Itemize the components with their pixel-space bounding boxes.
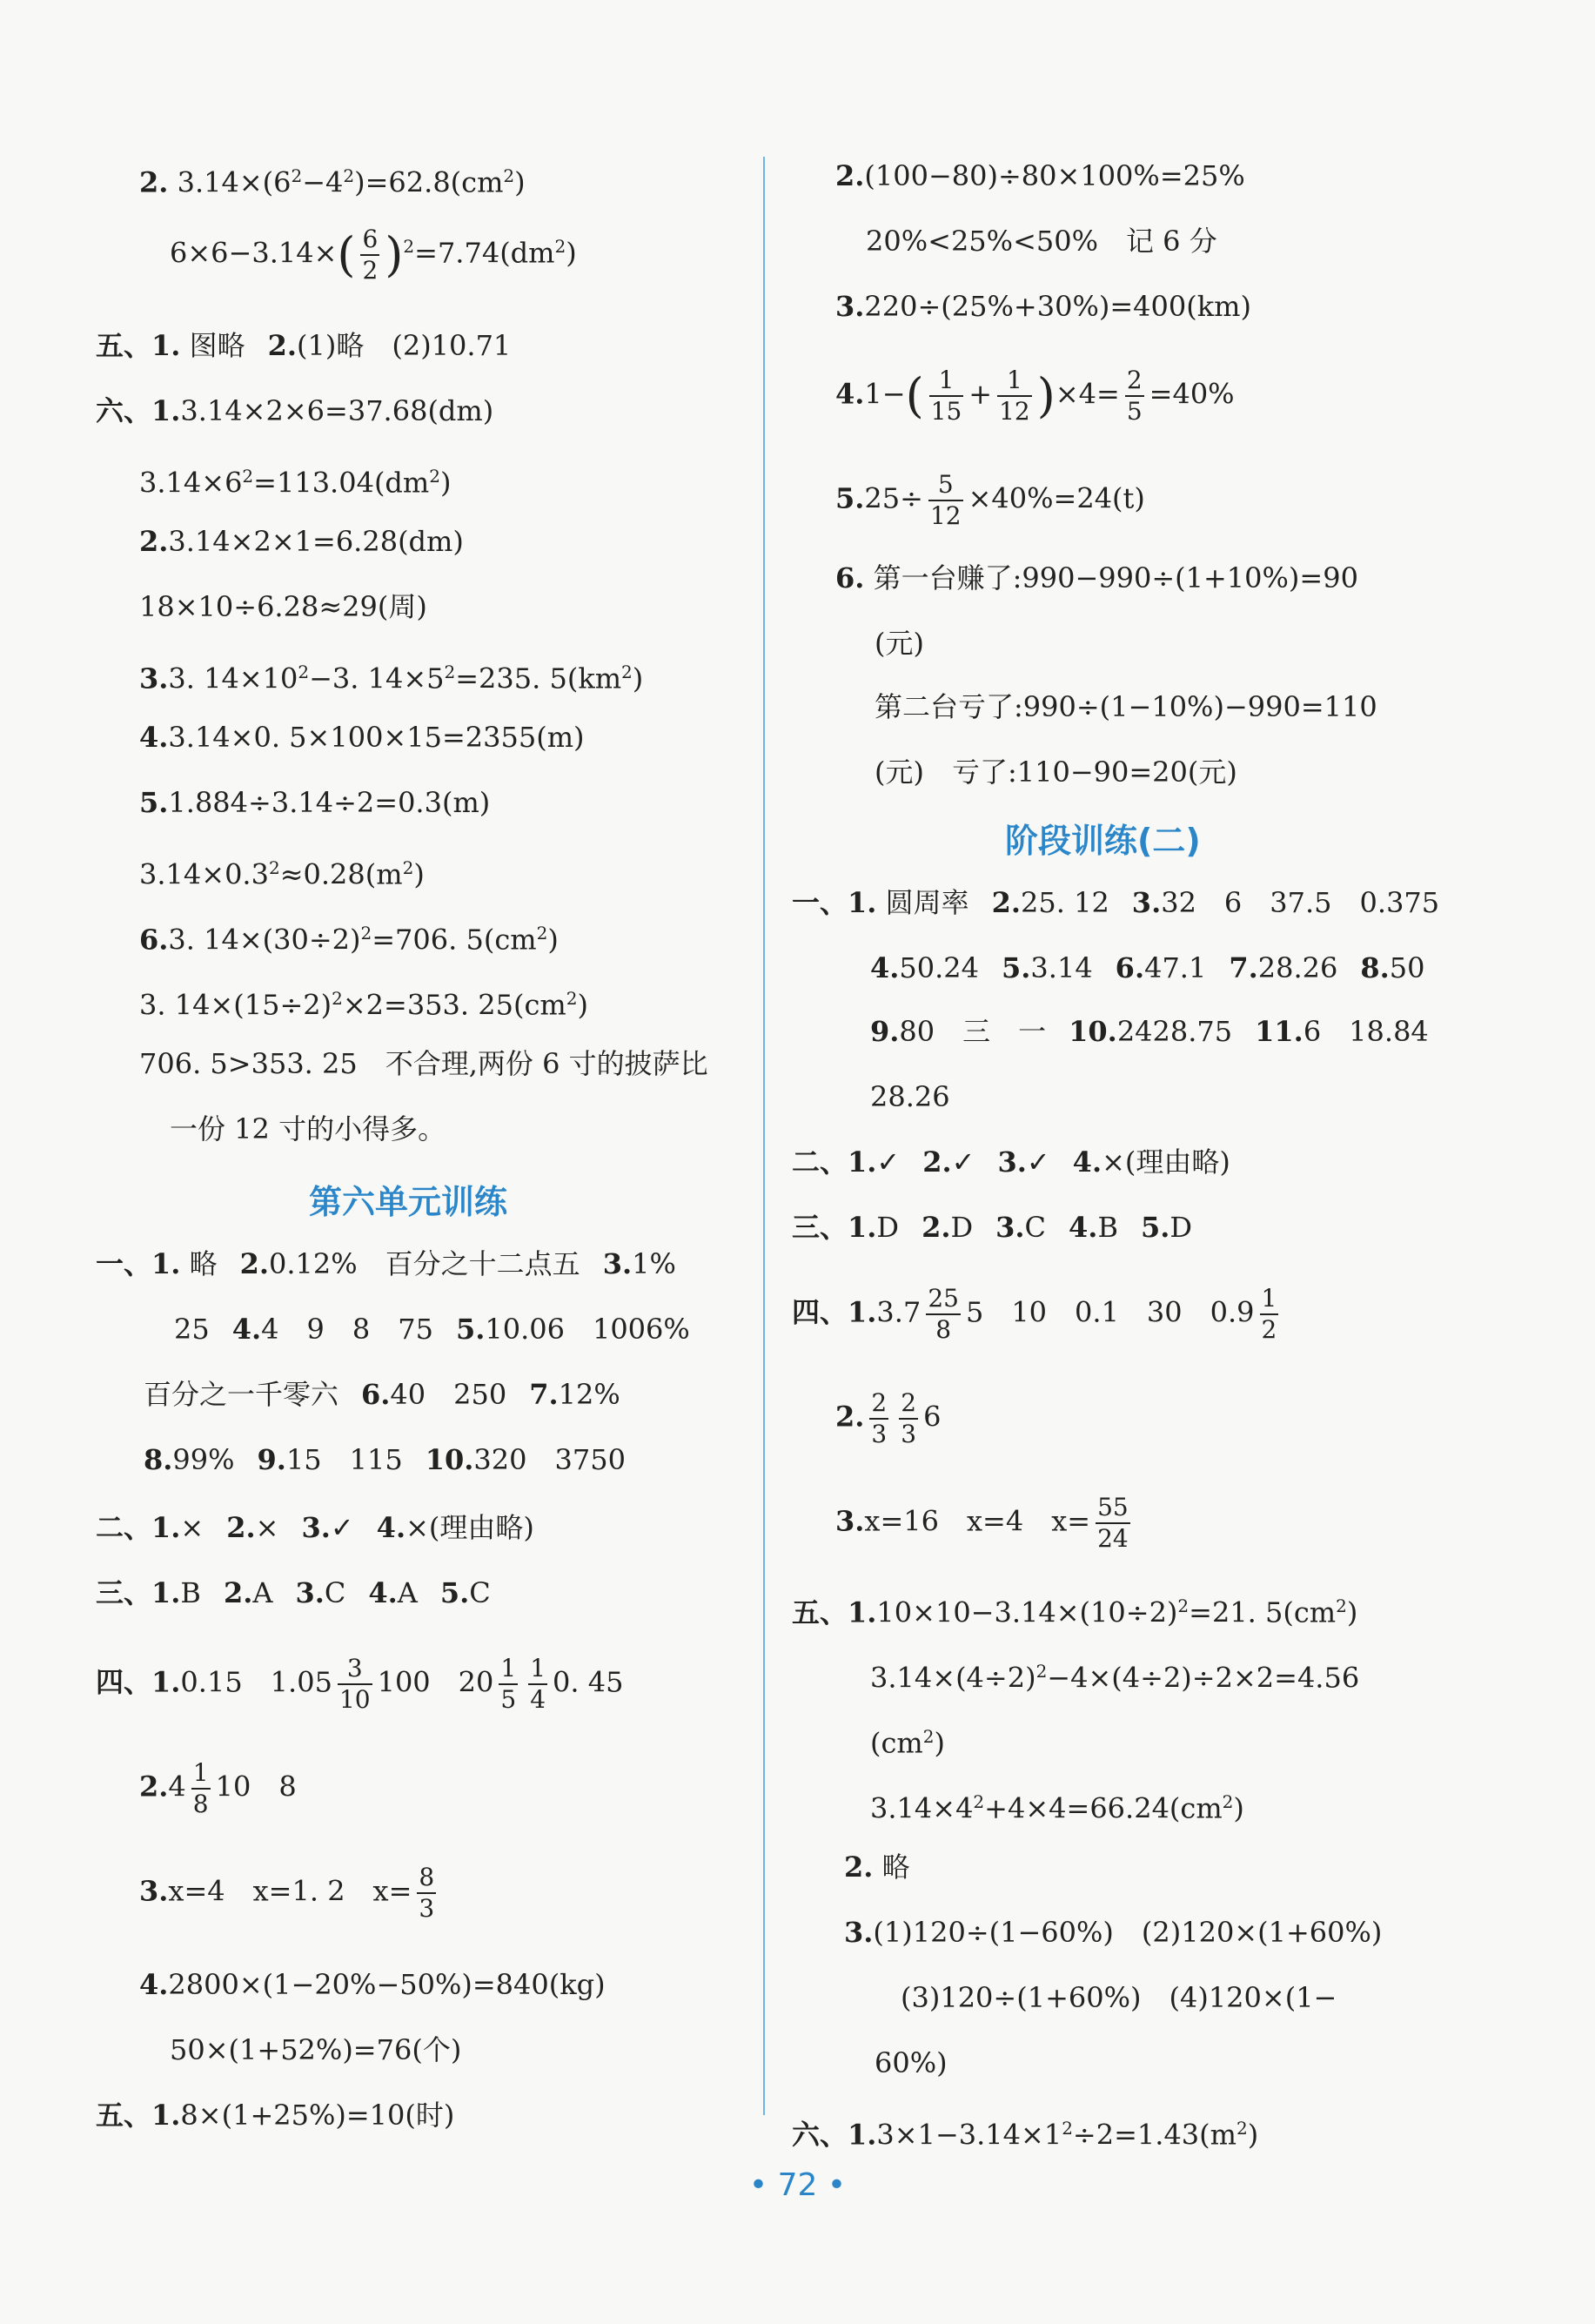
section-title-unit6: 第六单元训练 [309, 1183, 508, 1221]
answer-line: 28.26 [870, 1080, 950, 1113]
answer-line: $3.14\times 0.3^2\approx 0.28(m^2)$ [139, 857, 425, 891]
answer-line: $(cm^2)$ [870, 1726, 945, 1760]
answer-line: 18×10÷6.28≈29(周) [139, 590, 427, 623]
answer-line: 五、1.8×(1+25%)=10(时) [96, 2099, 455, 2132]
answer-line: (3)120÷(1+60%) (4)120×(1− [901, 1981, 1337, 2014]
answer-line: (元) 亏了:110−90=20(元) [875, 756, 1237, 789]
answer-line: 4.2800×(1−20%−50%)=840(kg) [139, 1968, 606, 2001]
answer-line: 百分之一千零六 6.40 250 7.12% [144, 1378, 620, 1411]
answer-line: 4.1−( $\frac{1}{15}$ + $\frac{1}{12}$ )×4= $\frac{2}{5}$ =40% [835, 366, 1235, 426]
answer-line: 2. 略 [844, 1850, 910, 1884]
answer-line: 3.(1)120÷(1−60%) (2)120×(1+60%) [844, 1916, 1383, 1949]
answer-line: 2. $\frac{2}{3}$ $\frac{2}{3}$ 6 [835, 1388, 942, 1448]
fraction: $\frac{6}{2}$ [362, 225, 379, 285]
fraction: $\frac{1}{2}$ [1261, 1284, 1277, 1344]
fraction: $\frac{2}{5}$ [1126, 366, 1143, 426]
answer-line: 6. 第一台赚了:990−990÷(1+10%)=90 [835, 561, 1358, 594]
section-title-stage: 阶段训练(二) [1005, 822, 1201, 860]
answer-line: 20%<25%<50% 记 6 分 [866, 225, 1217, 258]
answer-line: 第二台亏了:990÷(1−10%)−990=110 [875, 690, 1377, 723]
answer-line: 706. 5>353. 25 不合理,两份 6 寸的披萨比 [139, 1047, 708, 1080]
answer-line: 2. $3.14\times(6^2-4^2)=62.8(cm^2)$ [139, 165, 526, 199]
answer-line: 二、1.× 2.× 3.✓ 4.×(理由略) [96, 1511, 534, 1544]
answer-line: 5.1.884÷3.14÷2=0.3(m) [139, 786, 491, 819]
answer-line: 五、$1.10\times 10-3.14\times(10\div 2)^2=21$. $5(cm^2)$ [792, 1595, 1358, 1629]
page-number [0, 2167, 1595, 2203]
answer-line: 一份 12 寸的小得多。 [170, 1112, 446, 1145]
fraction: $\frac{2}{3}$ [871, 1388, 888, 1448]
fraction: $\frac{55}{24}$ [1097, 1493, 1129, 1553]
answer-line: 2.3.14×2×1=6.28(dm) [139, 525, 464, 558]
answer-line: 六、1.3.14×2×6=37.68(dm) [96, 394, 494, 427]
fraction: $\frac{1}{5}$ [500, 1654, 517, 1714]
answer-line: 3.220÷(25%+30%)=400(km) [835, 290, 1251, 323]
answer-line: 50×(1+52%)=76(个) [170, 2033, 462, 2066]
answer-line: 3.3. $14\times 10^2-3$. $14\times 5^2=235$. $5(km^2)$ [139, 662, 644, 695]
answer-line: 3. $14\times(15\div 2)^2\times 2=353$. $25(cm^2)$ [139, 988, 588, 1022]
fraction: $\frac{2}{3}$ [901, 1388, 917, 1448]
answer-line: 3.x=16 x=4 x= $\frac{55}{24}$ [835, 1493, 1129, 1553]
answer-line: 8.99% 9.15 115 10.320 3750 [144, 1443, 626, 1476]
answer-line: 6.3. $14\times(30\div 2)^2=706$. $5(cm^2)$ [139, 923, 559, 957]
answer-line: 9.80 三 一 10.2428.75 11.6 18.84 [870, 1015, 1429, 1048]
page-dot-right: • [827, 2167, 847, 2203]
answer-line: 5.25÷ $\frac{5}{12}$ ×40%=24(t) [835, 470, 1145, 530]
answer-line: 四、1.3.7 $\frac{25}{8}$ 5 10 0.1 30 0.9 $\frac{1}{2}$ [792, 1284, 1277, 1344]
answer-line: 25 4.4 9 8 75 5.10.06 1006% [174, 1313, 690, 1346]
answer-line: 三、1.B 2.A 3.C 4.A 5.C [96, 1576, 491, 1609]
answer-line: 一、1. 略 2.0.12% 百分之十二点五 3.1% [96, 1247, 676, 1280]
answer-line: $3.14\times(4\div 2)^2-4\times(4\div 2)\div 2\times 2=4.56$ [870, 1661, 1360, 1695]
answer-line: $3.14\times 4^2+4\times 4=66.24(cm^2)$ [870, 1791, 1244, 1825]
answer-line: 四、1.0.15 1.05 $\frac{3}{10}$ 100 20 $\frac{1}{5}$ $\frac{1}{4}$ 0. 45 [96, 1654, 624, 1714]
answer-line: 二、1.✓ 2.✓ 3.✓ 4.×(理由略) [792, 1145, 1230, 1179]
answer-line: $3.14\times 6^2=113.04(dm^2)$ [139, 466, 452, 500]
answer-line: 4.3.14×0. 5×100×15=2355(m) [139, 721, 585, 754]
answer-line: 2.(100−80)÷80×100%=25% [835, 159, 1245, 192]
answer-line: 三、1.D 2.D 3.C 4.B 5.D [792, 1211, 1193, 1244]
column-divider [763, 157, 765, 2115]
page-number-value: 72 [777, 2167, 818, 2203]
answer-line: 4.50.24 5.3.14 6.47.1 7.28.26 8.50 [870, 951, 1425, 984]
fraction: $\frac{5}{12}$ [929, 470, 962, 530]
fraction: $\frac{3}{10}$ [338, 1654, 371, 1714]
fraction: $\frac{25}{8}$ [928, 1284, 959, 1344]
answer-line: 五、1. 图略 2.(1)略 (2)10.71 [96, 329, 512, 362]
answer-line: 一、1. 圆周率 2.25. 12 3.32 6 37.5 0.375 [792, 886, 1440, 919]
answer-line: (元) [875, 627, 924, 660]
fraction: $\frac{8}{3}$ [419, 1863, 435, 1923]
answer-line: 60%) [875, 2046, 948, 2079]
answer-line: 六、$1.3\times 1-3.14\times 1^2\div 2=1.43(m^2)$ [792, 2118, 1259, 2152]
fraction: $\frac{1}{15}$ [930, 366, 962, 426]
page-dot-left: • [748, 2167, 768, 2203]
answer-line: 3.x=4 x=1. 2 x= $\frac{8}{3}$ [139, 1863, 435, 1923]
fraction: $\frac{1}{8}$ [192, 1758, 209, 1818]
fraction: $\frac{1}{4}$ [530, 1654, 546, 1714]
answer-line: 2.4 $\frac{1}{8}$ 10 8 [139, 1758, 297, 1818]
answer-line: 6×6−3.14×( $\frac{6}{2}$ )$^2=7.74(dm^2)$ [170, 225, 577, 285]
fraction: $\frac{1}{12}$ [999, 366, 1030, 426]
